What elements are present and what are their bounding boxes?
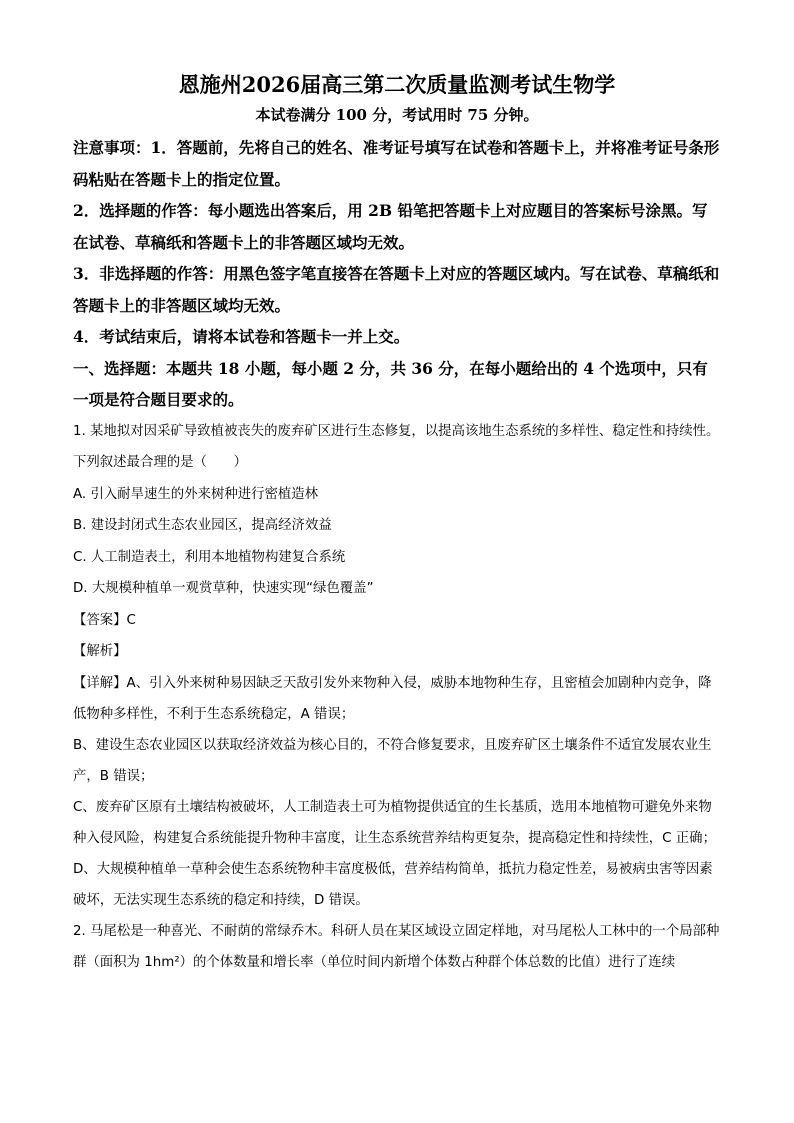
notice-item-1: 注意事项：1．答题前，先将自己的姓名、准考证号填写在试卷和答题卡上，并将准考证号条形码粘贴在答题卡上的指定位置。 (73, 138, 720, 189)
exam-info: 本试卷满分 100 分，考试用时 75 分钟。 (255, 106, 539, 124)
notice-section (73, 132, 721, 353)
analysis-label: 【解析】 (73, 644, 127, 659)
detail-b: B、建设生态农业园区以获取经济效益为核心目的，不符合修复要求，且废弃矿区土壤条件不适宜发展农业生产，B 错误； (73, 737, 712, 784)
detail-c: C、废弃矿区原有土壤结构被破坏，人工制造表土可为植物提供适宜的生长基质，选用本地植物可避免外来物种入侵风险，构建复合系统能提升物种丰富度，让生态系统营养结构更复杂，提高稳定性和持续性，C 正确； (73, 799, 716, 846)
answer-label: 【答案】C (73, 612, 136, 628)
page-title: 恩施州2026届高三第二次质量监测考试生物学 (178, 72, 616, 97)
notice-item-2: 2．选择题的作答：每小题选出答案后，用 2B 铅笔把答题卡上对应题目的答案标号涂黑。写在试卷、草稿纸和答题卡上的非答题区域均无效。 (73, 201, 708, 252)
section-heading: 一、选择题：本题共 18 小题，每小题 2 分，共 36 分，在每小题给出的 4 个选项中，只有一项是符合题目要求的。 (73, 358, 708, 409)
option-c: C. 人工制造表土，利用本地植物构建复合系统 (73, 549, 346, 565)
question-2 (73, 916, 721, 978)
detail-d: D、大规模种植单一草种会使生态系统物种丰富度极低，营养结构简单，抵抗力稳定性差，易被病虫害等因素破坏，无法实现生态系统的稳定和持续，D 错误。 (73, 861, 713, 908)
question-1 (73, 416, 721, 916)
option-b: B. 建设封闭式生态农业园区，提高经济效益 (73, 518, 332, 533)
notice-item-4: 4．考试结束后，请将本试卷和答题卡一并上交。 (73, 327, 410, 346)
question-stem: 2. 马尾松是一种喜光、不耐荫的常绿乔木。科研人员在某区域设立固定样地，对马尾松人工林中的一个局部种群（面积为 1hm²）的个体数量和增长率（单位时间内新增个体数占种群个体总数的比值）进行了连续 (73, 923, 720, 970)
detail-a: 【详解】A、引入外来树种易因缺乏天敌引发外来物种入侵，威胁本地物种生存，且密植会加剧种内竞争，降低物种多样性，不利于生态系统稳定，A 错误； (73, 675, 712, 722)
option-d: D. 大规模种植单一观赏草种，快速实现“绿色覆盖” (73, 581, 374, 596)
notice-item-3: 3．非选择题的作答：用黑色签字笔直接答在答题卡上对应的答题区域内。写在试卷、草稿纸和答题卡上的非答题区域均无效。 (73, 264, 720, 315)
option-a: A. 引入耐旱速生的外来树种进行密植造林 (73, 486, 319, 502)
question-stem: 1. 某地拟对因采矿导致植被丧失的废弃矿区进行生态修复，以提高该地生态系统的多样性、稳定性和持续性。下列叙述最合理的是（ ） (73, 423, 720, 470)
